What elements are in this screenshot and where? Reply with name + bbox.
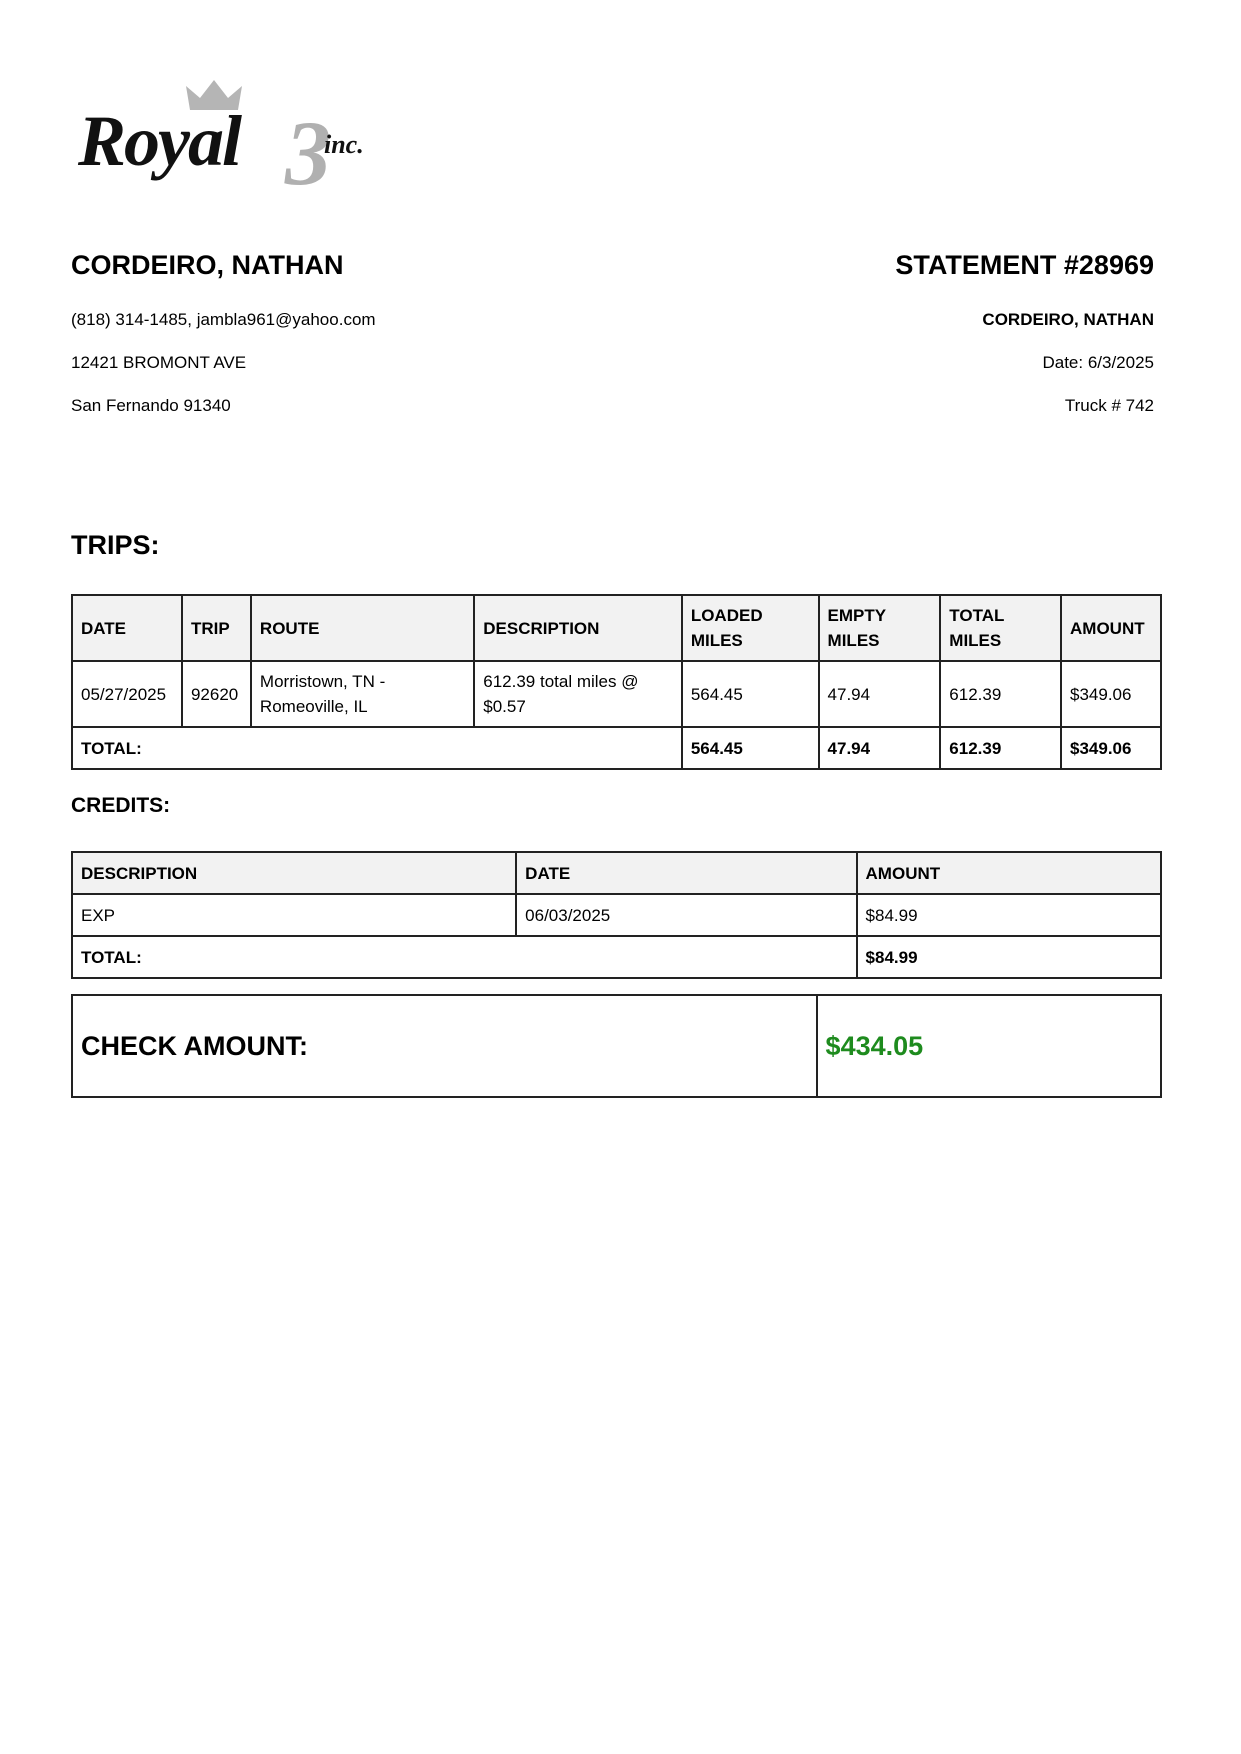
table-row xyxy=(72,894,1161,936)
cell-description: 612.39 total miles @ $0.57 xyxy=(474,661,682,727)
cell-amount: $84.99 xyxy=(857,894,1161,936)
header-route: ROUTE xyxy=(251,595,474,661)
company-logo xyxy=(78,78,378,204)
cell-route: Morristown, TN - Romeoville, IL xyxy=(251,661,474,727)
total-loaded-miles: 564.45 xyxy=(682,727,819,769)
total-total-miles: 612.39 xyxy=(940,727,1061,769)
cell-date: 05/27/2025 xyxy=(72,661,182,727)
total-row xyxy=(72,727,1161,769)
logo-text-suffix: inc. xyxy=(324,130,364,159)
table-row xyxy=(72,661,1161,727)
statement-date: Date: 6/3/2025 xyxy=(1042,353,1154,372)
check-amount-value: $434.05 xyxy=(817,995,1161,1097)
cell-description: EXP xyxy=(72,894,516,936)
total-amount: $349.06 xyxy=(1061,727,1161,769)
cell-empty-miles: 47.94 xyxy=(819,661,941,727)
driver-name: CORDEIRO, NATHAN xyxy=(71,250,344,280)
logo-text-royal: Royal xyxy=(78,101,240,181)
trips-title: TRIPS: xyxy=(71,530,160,560)
header-empty-miles: EMPTY MILES xyxy=(819,595,941,661)
header-description: DESCRIPTION xyxy=(72,852,516,894)
header-trip: TRIP xyxy=(182,595,251,661)
cell-amount: $349.06 xyxy=(1061,661,1161,727)
total-amount: $84.99 xyxy=(857,936,1161,978)
header-date: DATE xyxy=(72,595,182,661)
check-amount-label: CHECK AMOUNT: xyxy=(72,995,817,1097)
driver-contact: (818) 314-1485, jambla961@yahoo.com xyxy=(71,310,376,329)
cell-trip: 92620 xyxy=(182,661,251,727)
credits-title: CREDITS: xyxy=(71,794,171,817)
header-description: DESCRIPTION xyxy=(474,595,682,661)
table-header-row xyxy=(72,595,1161,661)
cell-total-miles: 612.39 xyxy=(940,661,1061,727)
header-loaded-miles: LOADED MILES xyxy=(682,595,819,661)
header-amount: AMOUNT xyxy=(857,852,1161,894)
total-empty-miles: 47.94 xyxy=(819,727,941,769)
table-header-row xyxy=(72,852,1161,894)
header-date: DATE xyxy=(516,852,856,894)
statement-truck: Truck # 742 xyxy=(1064,396,1154,415)
check-amount-table xyxy=(71,994,1162,1098)
total-label: TOTAL: xyxy=(72,727,682,769)
header-total-miles: TOTAL MILES xyxy=(940,595,1061,661)
cell-loaded-miles: 564.45 xyxy=(682,661,819,727)
cell-date: 06/03/2025 xyxy=(516,894,856,936)
header-amount: AMOUNT xyxy=(1061,595,1161,661)
driver-city: San Fernando 91340 xyxy=(71,396,231,415)
statement-title: STATEMENT #28969 xyxy=(895,250,1154,280)
total-row xyxy=(72,936,1161,978)
total-label: TOTAL: xyxy=(72,936,857,978)
logo-text-number: 3 xyxy=(285,102,331,204)
driver-street: 12421 BROMONT AVE xyxy=(71,353,247,372)
statement-name: CORDEIRO, NATHAN xyxy=(982,310,1154,329)
check-row xyxy=(72,995,1161,1097)
credits-table xyxy=(71,851,1162,979)
trips-table xyxy=(71,594,1162,770)
